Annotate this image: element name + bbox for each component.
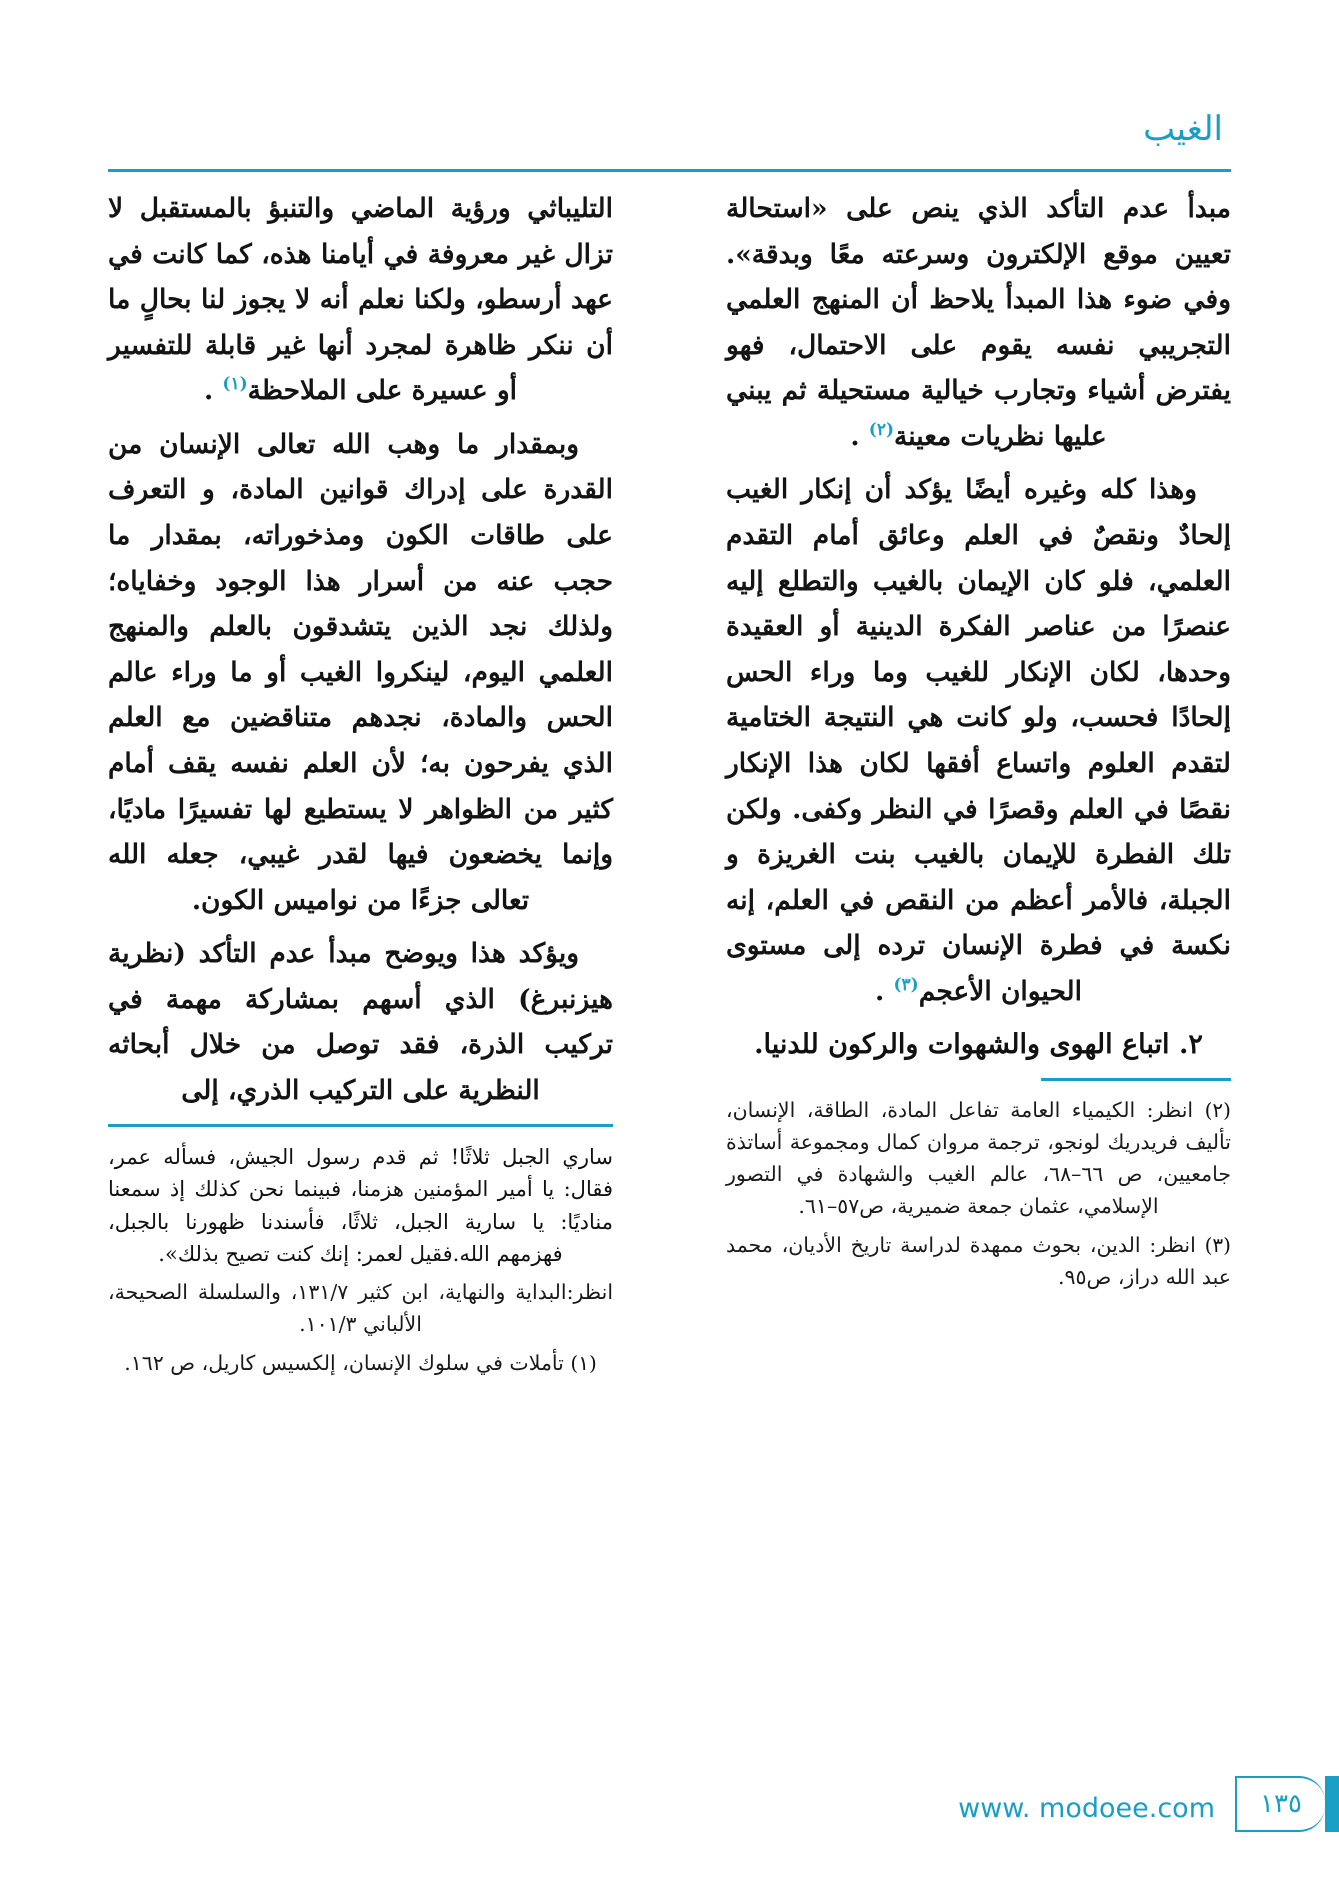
footnote-divider	[1041, 1078, 1231, 1081]
paragraph-text: وهذا كله وغيره أيضًا يؤكد أن إنكار الغيب إلحادٌ ونقصٌ في العلم وعائق أمام التقدم العلمي، فلو كان الإيمان بالغيب والتطلع إليه عنصرًا من عناصر الفكرة الدينية أو العقيدة وحدها، لكان الإنكار للغيب وما وراء الحس إلحادًا فحسب، ولو كانت هي النتيجة الختامية لتقدم العلوم واتساع أفقها لكان هذا الإنكار نقصًا في العلم وقصرًا في النظر وكفى. ولكن تلك الفطرة للإيمان بالغيب بنت الغريزة و الجبلة، فالأمر أعظم من النقص في العلم، إنه نكسة في فطرة الإنسان ترده إلى مستوى الحيوان الأعجم	[726, 474, 1231, 1007]
paragraph: التليباثي ورؤية الماضي والتنبؤ بالمستقبل لا تزال غير معروفة في أيامنا هذه، كما كانت في عهد أرسطو، ولكنا نعلم أنه لا يجوز لنا بحالٍ ما أن ننكر ظاهرة لمجرد أنها غير قابلة للتفسير أو عسيرة على الملاحظة$^{(١)}$ .	[108, 193, 613, 407]
site-url[interactable]: www. modoee.com	[958, 1793, 1215, 1824]
footnote-ref: (٣)	[893, 975, 919, 995]
footnote-item	[726, 1230, 1231, 1294]
footnote-marker: (١)	[570, 1351, 597, 1376]
page-number: ١٣٥	[1235, 1776, 1325, 1832]
paragraph-text: ويؤكد هذا ويوضح مبدأ عدم التأكد (نظرية هيزنبرغ) الذي أسهم بمشاركة مهمة في تركيب الذرة، فقد توصل من خلال أبحاثه النظرية على التركيب الذري، إلى	[108, 938, 613, 1106]
page-footer	[0, 1776, 1339, 1832]
footnote-quote: ساري الجبل ثلاثًا! ثم قدم رسول الجيش، فسأله عمر، فقال: يا أمير المؤمنين هزمنا، فبينما نحن كذلك إذ سمعنا مناديًا: يا سارية الجبل، ثلاثًا، فأسندنا ظهورنا بالجبل، فهزمهم الله.فقيل لعمر: إنك كنت تصيح بذلك».	[108, 1144, 613, 1267]
footnote-divider	[108, 1124, 613, 1127]
footnote-item	[108, 1348, 613, 1380]
footnote-text: انظر: الكيمياء العامة تفاعل المادة، الطاقة، الإنسان، تأليف فريدريك لونجو، ترجمة مروان كمال ومجموعة أساتذة جامعيين، ص ٦٦–٦٨، عالم الغيب والشهادة في التصور الإسلامي، عثمان جمعة ضميرية، ص٥٧–٦١.	[726, 1098, 1231, 1218]
footnote-text: تأملات في سلوك الإنسان، إلكسيس كاريل، ص ١٦٢.	[124, 1351, 564, 1376]
paragraph: مبدأ عدم التأكد الذي ينص على «استحالة تعيين موقع الإلكترون وسرعته معًا وبدقة». وفي ضوء هذا المبدأ يلاحظ أن المنهج العلمي التجريبي نفسه يقوم على الاحتمال، فهو يفترض أشياء وتجارب خيالية مستحيلة ثم يبني عليها نظريات معينة$^{(٢)}$ .	[726, 193, 1231, 452]
body-columns	[108, 186, 1231, 1700]
footer-accent-bar	[1325, 1776, 1339, 1832]
page-title: الغيب	[1143, 109, 1223, 149]
paragraph-text: وبمقدار ما وهب الله تعالى الإنسان من القدرة على إدراك قوانين المادة، و التعرف على طاقات الكون ومذخوراته، بمقدار ما حجب عنه من أسرار هذا الوجود وخفاياه؛ ولذلك نجد الذين يتشدقون بالعلم والمنهج العلمي اليوم، لينكروا الغيب أو ما وراء عالم الحس والمادة، نجدهم متناقضين مع العلم الذي يفرحون به؛ لأن العلم نفسه يقف أمام كثير من الظواهر لا يستطيع لها تفسيرًا ماديًا، وإنما يخضعون فيها لقدر غيبي، جعله الله تعالى جزءًا من نواميس الكون.	[108, 428, 613, 916]
footnote-marker: (٢)	[1204, 1098, 1231, 1123]
paragraph	[108, 422, 613, 923]
footnote-source: انظر:البداية والنهاية، ابن كثير ١٣١/٧، والسلسلة الصحيحة، الألباني ١٠١/٣.	[108, 1279, 614, 1336]
column-left	[108, 186, 613, 1388]
footnote-marker: (٣)	[1204, 1233, 1231, 1258]
page-header	[108, 109, 1231, 172]
paragraph	[108, 931, 613, 1113]
paragraph-text: مبدأ عدم التأكد الذي ينص على «استحالة تعيين موقع الإلكترون وسرعته معًا وبدقة». وفي ضوء هذا المبدأ يلاحظ أن المنهج العلمي التجريبي نفسه يقوم على الاحتمال، فهو يفترض أشياء وتجارب خيالية مستحيلة ثم يبني عليها نظريات معينة	[726, 193, 1231, 452]
section-heading: ٢. اتباع الهوى والشهوات والركون للدنيا.	[754, 1029, 1203, 1061]
paragraph: وهذا كله وغيره أيضًا يؤكد أن إنكار الغيب إلحادٌ ونقصٌ في العلم وعائق أمام التقدم العلمي، فلو كان الإيمان بالغيب والتطلع إليه عنصرًا من عناصر الفكرة الدينية أو العقيدة وحدها، لكان الإنكار للغيب وما وراء الحس إلحادًا فحسب، ولو كانت هي النتيجة الختامية لتقدم العلوم واتساع أفقها لكان هذا الإنكار نقصًا في العلم وقصرًا في النظر وكفى. ولكن تلك الفطرة للإيمان بالغيب بنت الغريزة و الجبلة، فالأمر أعظم من النقص في العلم، إنه نكسة في فطرة الإنسان ترده إلى مستوى الحيوان الأعجم$^{(٣)}$ .	[726, 474, 1231, 1007]
footnote-ref: (٢)	[868, 420, 895, 441]
footnote-text: انظر: الدين، بحوث ممهدة لدراسة تاريخ الأديان، محمد عبد الله دراز، ص٩٥.	[726, 1233, 1231, 1290]
footnote-ref: (١)	[222, 374, 248, 395]
footnote-item	[726, 1095, 1231, 1222]
column-right	[726, 186, 1231, 1302]
paragraph-text: التليباثي ورؤية الماضي والتنبؤ بالمستقبل لا تزال غير معروفة في أيامنا هذه، كما كانت في عهد أرسطو، ولكنا نعلم أنه لا يجوز لنا بحالٍ ما أن ننكر ظاهرة لمجرد أنها غير قابلة للتفسير أو عسيرة على الملاحظة	[108, 193, 613, 407]
header-divider	[108, 169, 1231, 172]
